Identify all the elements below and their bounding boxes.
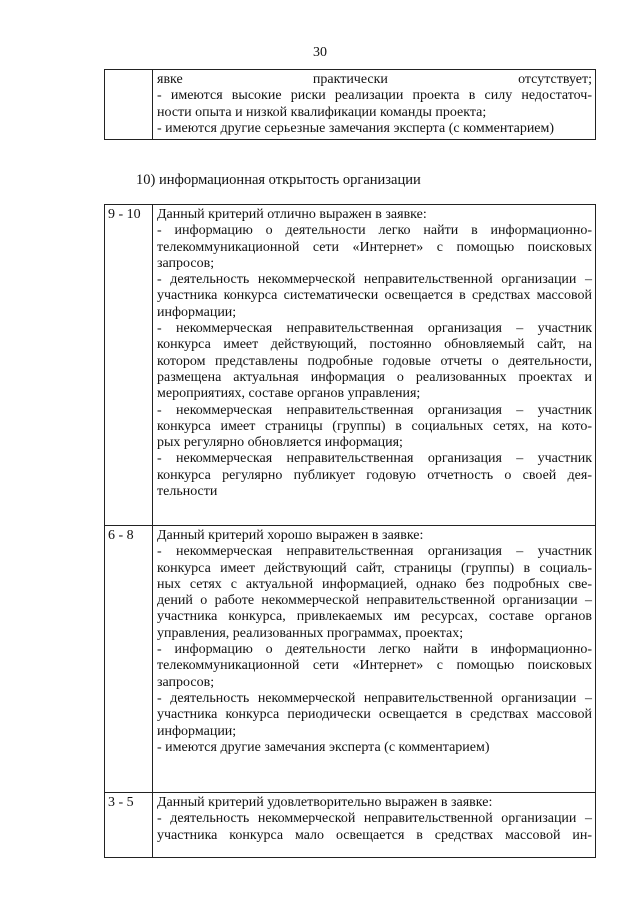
text-line: Данный критерий удовлетворительно выражен в заявке:	[157, 795, 493, 810]
text-line: участника конкурса периодически освещается в средствах массовой	[157, 707, 592, 723]
text-line: Данный критерий хорошо выражен в заявке:	[157, 528, 424, 543]
table-row	[105, 70, 596, 140]
text-line: участника конкурса мало освещается в средствах массовой ин-	[157, 827, 592, 843]
table-row	[105, 793, 596, 858]
score-cell	[105, 70, 153, 140]
text-line: - информацию о деятельности легко найти в информационно-	[157, 642, 592, 658]
text-line: участника конкурса систематически освещается в средствах массовой	[157, 288, 592, 304]
criterion-description	[153, 205, 596, 526]
text-line: Данный критерий отлично выражен в заявке:	[157, 207, 427, 222]
text-line: размещена актуальная информация о реализованных проектах и	[157, 369, 592, 385]
text-line: конкурса регулярно публикует годовую отчетность о своей дея-	[157, 467, 592, 483]
text-line: телекоммуникационной сети «Интернет» с помощью поисковых	[157, 658, 592, 674]
section-title: 10) информационная открытость организации	[136, 172, 421, 188]
score-cell: 6 - 8	[105, 526, 153, 793]
criterion-description	[153, 526, 596, 793]
text-line: информации;	[157, 304, 237, 320]
criterion-description	[153, 70, 596, 140]
text-line: - деятельность некоммерческой неправительственной организации –	[157, 272, 592, 288]
score-cell: 9 - 10	[105, 205, 153, 526]
text-line: тельности	[157, 484, 218, 500]
text-line: - имеются другие замечания эксперта (с комментарием)	[157, 739, 490, 755]
text-line: конкурса имеет действующий, постоянно обновляемый сайт, на	[157, 337, 592, 353]
text-line: запросов;	[157, 674, 215, 690]
text-line: явке практически отсутствует;	[157, 72, 592, 87]
criterion-description	[153, 793, 596, 858]
text-line: конкурса имеет страницы (группы) в социальных сетях, на кото-	[157, 418, 592, 434]
criteria-table-continued	[104, 69, 596, 140]
text-line: информации;	[157, 723, 237, 739]
score-cell: 3 - 5	[105, 793, 153, 858]
text-line: - деятельность некоммерческой неправительственной организации –	[157, 811, 592, 827]
text-line: - некоммерческая неправительственная организация – участник	[157, 544, 592, 560]
text-line: ности опыта и низкой квалификации команды проекта;	[157, 104, 487, 120]
text-line: - некоммерческая неправительственная организация – участник	[157, 402, 592, 418]
text-line: участника конкурса, привлекаемых им ресурсах, составе органов	[157, 609, 592, 625]
text-line: рых регулярно обновляется информация;	[157, 435, 403, 451]
text-line: мероприятиях, составе органов управления;	[157, 386, 421, 402]
text-line: - деятельность некоммерческой неправительственной организации –	[157, 690, 592, 706]
table-row	[105, 205, 596, 526]
text-line: запросов;	[157, 255, 215, 271]
text-line: - имеются высокие риски реализации проекта в силу недостаточ-	[157, 88, 592, 104]
text-line: телекоммуникационной сети «Интернет» с помощью поисковых	[157, 239, 592, 255]
text-line: - имеются другие серьезные замечания эксперта (с комментарием)	[157, 120, 555, 136]
text-line: - некоммерческая неправительственная организация – участник	[157, 321, 592, 337]
text-line: - информацию о деятельности легко найти в информационно-	[157, 223, 592, 239]
table-row	[105, 526, 596, 793]
text-line: дений о работе некоммерческой неправительственной организации –	[157, 593, 592, 609]
text-line: конкурса имеет действующий сайт, страницы (группы) в социаль-	[157, 560, 592, 576]
page-number: 30	[313, 45, 327, 60]
text-line: ных сетях с актуальной информацией, однако без подробных све-	[157, 576, 592, 592]
text-line: управления, реализованных программах, проектах;	[157, 625, 464, 641]
criteria-table	[104, 204, 596, 858]
text-line: котором представлены подробные годовые отчеты о деятельности,	[157, 353, 592, 369]
text-line: - некоммерческая неправительственная организация – участник	[157, 451, 592, 467]
